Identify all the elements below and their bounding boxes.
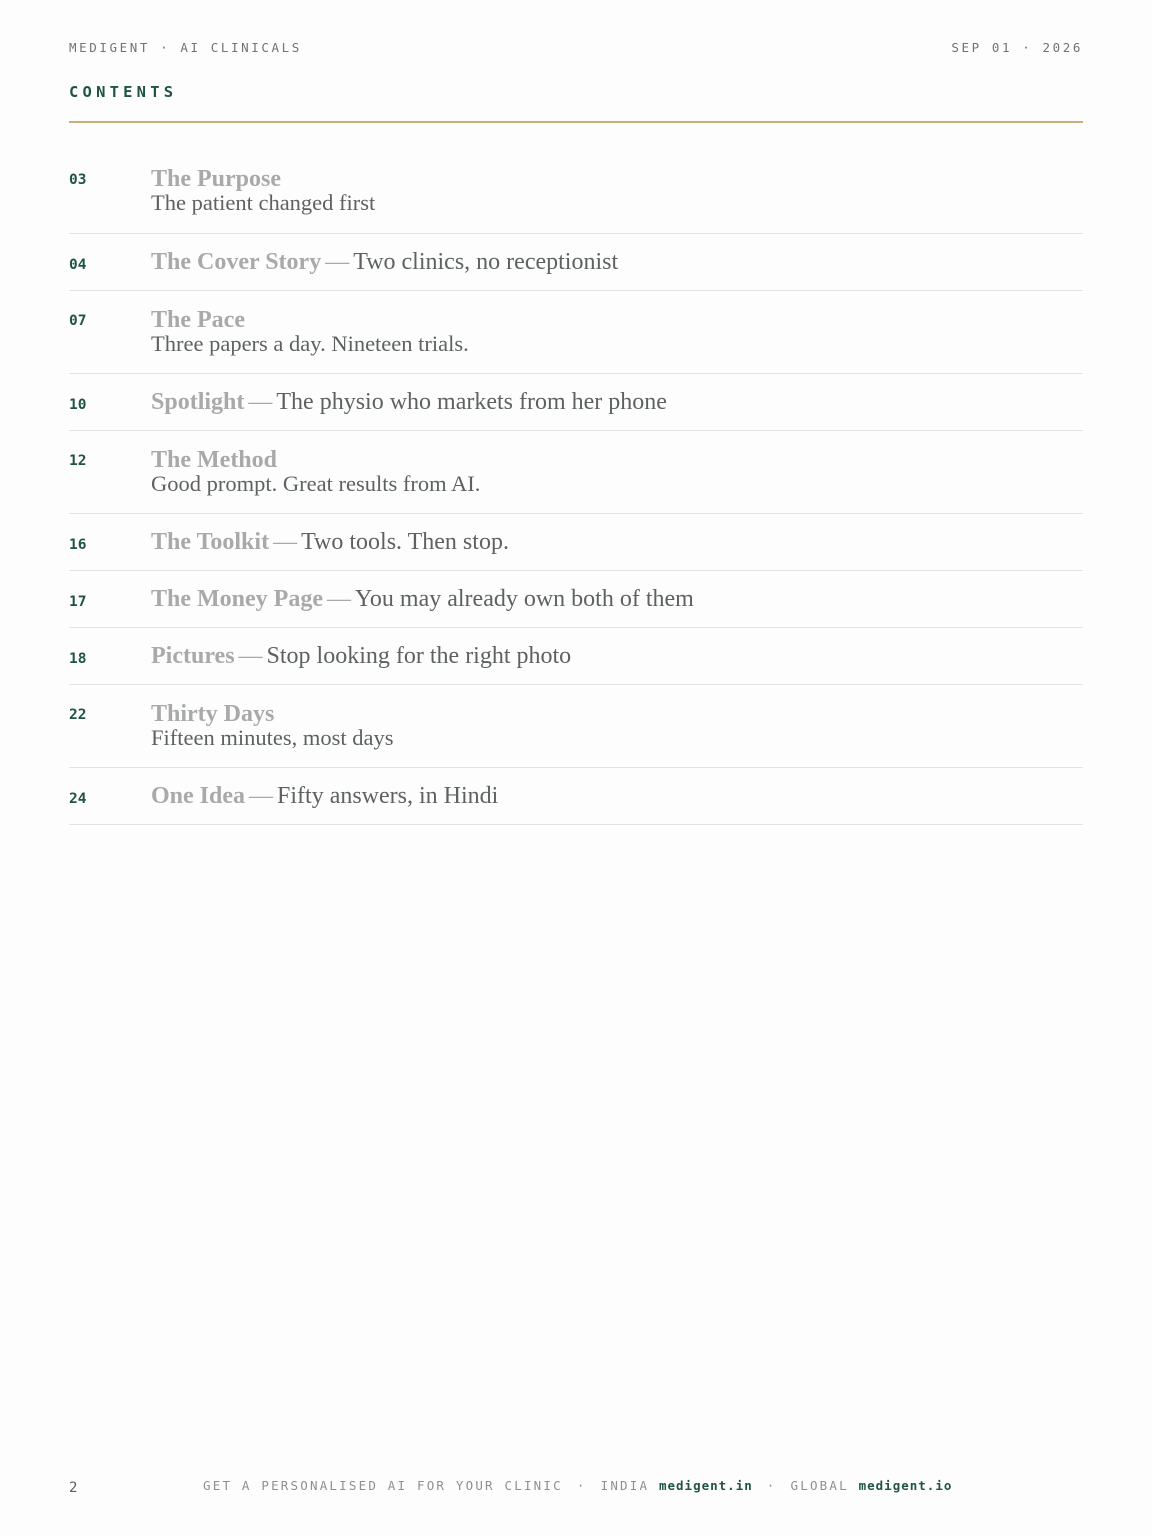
toc-page-number: 17 xyxy=(69,594,87,610)
toc-entry-title: The Purpose xyxy=(151,166,282,192)
toc-entry[interactable] xyxy=(69,514,1083,571)
toc-entry-text xyxy=(151,307,1083,357)
page-number: 2 xyxy=(69,1480,78,1496)
toc-entry[interactable] xyxy=(69,571,1083,628)
toc-entry-dash: — xyxy=(326,586,351,612)
toc-entry-subtitle: Stop looking for the right photo xyxy=(266,643,572,669)
page-footer xyxy=(69,1476,1083,1498)
toc-entry[interactable] xyxy=(69,768,1083,825)
toc-entry-dash: — xyxy=(248,389,273,415)
toc-entry-subtitle: The physio who markets from her phone xyxy=(276,389,667,415)
toc-entry-text xyxy=(151,447,1083,497)
toc-entry[interactable] xyxy=(69,628,1083,685)
toc-entry-title: The Money Page xyxy=(151,586,323,612)
toc-entry-text xyxy=(151,783,1083,809)
header-divider xyxy=(69,121,1083,123)
toc-entry-text xyxy=(151,586,1083,612)
toc-entry-title: Pictures xyxy=(151,643,235,669)
page-header xyxy=(69,38,1083,56)
global-link[interactable]: medigent.io xyxy=(858,1478,953,1493)
toc-entry-title: Thirty Days xyxy=(151,701,275,727)
toc-entry-subtitle: Three papers a day. Nineteen trials. xyxy=(151,331,469,356)
toc-entry[interactable] xyxy=(69,291,1083,374)
toc-entry[interactable] xyxy=(69,431,1083,514)
issue-date: SEP 01 · 2026 xyxy=(951,39,1083,55)
toc-entry-subtitle: The patient changed first xyxy=(151,190,376,215)
toc-page-number: 07 xyxy=(69,313,87,329)
toc-entry[interactable] xyxy=(69,234,1083,291)
toc-entry-text xyxy=(151,249,1083,275)
section-title: CONTENTS xyxy=(69,83,178,101)
table-of-contents xyxy=(69,150,1083,825)
toc-page-number: 16 xyxy=(69,537,87,553)
toc-entry-subtitle: Fifteen minutes, most days xyxy=(151,725,394,750)
footer-cta: GET A PERSONALISED AI FOR YOUR CLINIC xyxy=(203,1478,563,1493)
footer-separator: · xyxy=(766,1478,777,1493)
india-label: INDIA xyxy=(600,1478,650,1493)
toc-entry-title: The Toolkit xyxy=(151,529,270,555)
toc-entry-subtitle: Good prompt. Great results from AI. xyxy=(151,471,481,496)
publication-name: MEDIGENT · AI CLINICALS xyxy=(69,39,302,55)
toc-page-number: 03 xyxy=(69,172,87,188)
global-label: GLOBAL xyxy=(790,1478,849,1493)
toc-entry-dash: — xyxy=(273,529,298,555)
toc-entry-subtitle: Two tools. Then stop. xyxy=(301,529,509,555)
toc-page-number: 04 xyxy=(69,257,87,273)
toc-page-number: 18 xyxy=(69,651,87,667)
toc-page-number: 22 xyxy=(69,707,87,723)
toc-entry-subtitle: Two clinics, no receptionist xyxy=(353,249,619,275)
toc-entry[interactable] xyxy=(69,374,1083,431)
toc-entry-text xyxy=(151,701,1083,751)
footer-tagline xyxy=(203,1478,952,1493)
toc-entry-title: One Idea xyxy=(151,783,246,809)
toc-entry-title: The Method xyxy=(151,447,277,473)
footer-separator: · xyxy=(576,1478,587,1493)
toc-entry-subtitle: You may already own both of them xyxy=(354,586,694,612)
toc-entry-dash: — xyxy=(249,783,274,809)
toc-entry-text xyxy=(151,389,1083,415)
toc-entry-title: The Cover Story xyxy=(151,249,322,275)
toc-entry-title: The Pace xyxy=(151,307,245,333)
toc-entry-text xyxy=(151,643,1083,669)
toc-entry-text xyxy=(151,529,1083,555)
toc-entry-subtitle: Fifty answers, in Hindi xyxy=(277,783,499,809)
toc-entry[interactable] xyxy=(69,685,1083,768)
toc-entry[interactable] xyxy=(69,150,1083,234)
india-link[interactable]: medigent.in xyxy=(658,1478,753,1493)
toc-page-number: 10 xyxy=(69,397,87,413)
toc-page-number: 24 xyxy=(69,791,87,807)
toc-entry-text xyxy=(151,166,1083,216)
toc-entry-dash: — xyxy=(325,249,350,275)
toc-entry-title: Spotlight xyxy=(151,389,245,415)
toc-entry-dash: — xyxy=(238,643,263,669)
toc-page-number: 12 xyxy=(69,453,87,469)
